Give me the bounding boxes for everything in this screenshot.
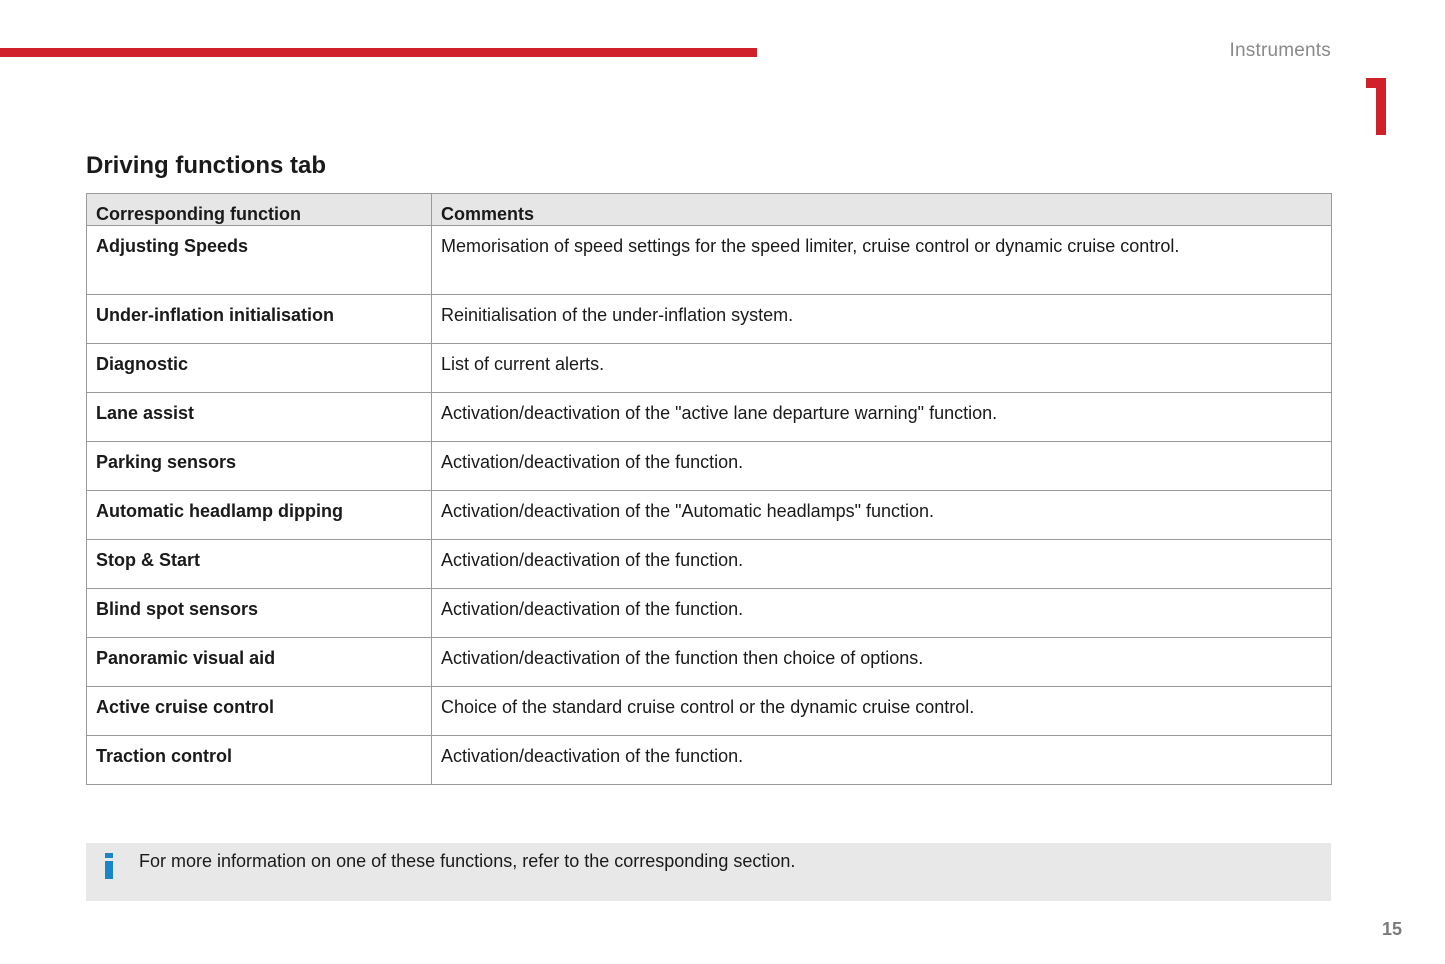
info-note-text: For more information on one of these functions, refer to the corresponding section. [139, 851, 796, 871]
comment-cell: Memorisation of speed settings for the speed limiter, cruise control or dynamic cruise control. [432, 226, 1332, 295]
function-cell: Blind spot sensors [87, 589, 432, 638]
comment-cell: Activation/deactivation of the function. [432, 589, 1332, 638]
comment-cell: Activation/deactivation of the function. [432, 540, 1332, 589]
function-cell: Lane assist [87, 393, 432, 442]
table-row [87, 687, 1332, 736]
info-icon [104, 853, 114, 879]
section-label: Instruments [1229, 40, 1331, 61]
function-cell: Parking sensors [87, 442, 432, 491]
function-cell: Stop & Start [87, 540, 432, 589]
comment-cell: Activation/deactivation of the "active lane departure warning" function. [432, 393, 1332, 442]
table-row [87, 442, 1332, 491]
function-cell: Active cruise control [87, 687, 432, 736]
table-row [87, 589, 1332, 638]
comment-cell: Activation/deactivation of the "Automatic headlamps" function. [432, 491, 1332, 540]
function-cell: Under-inflation initialisation [87, 295, 432, 344]
function-cell: Panoramic visual aid [87, 638, 432, 687]
column-header-function: Corresponding function [87, 194, 432, 226]
function-cell: Traction control [87, 736, 432, 785]
comment-cell: Reinitialisation of the under-inflation system. [432, 295, 1332, 344]
top-red-rule [0, 48, 757, 57]
table-row [87, 491, 1332, 540]
function-cell: Automatic headlamp dipping [87, 491, 432, 540]
page-title: Driving functions tab [86, 152, 326, 179]
table-header-row [87, 194, 1332, 226]
chapter-number-one [1366, 78, 1396, 135]
table-row [87, 540, 1332, 589]
table-row [87, 344, 1332, 393]
info-note [86, 843, 1331, 901]
comment-cell: Choice of the standard cruise control or the dynamic cruise control. [432, 687, 1332, 736]
page-number: 15 [1382, 919, 1403, 939]
table-row [87, 638, 1332, 687]
comment-cell: List of current alerts. [432, 344, 1332, 393]
table-row [87, 226, 1332, 295]
function-cell: Adjusting Speeds [87, 226, 432, 295]
table-row [87, 295, 1332, 344]
driving-functions-table [86, 193, 1332, 785]
table-row [87, 736, 1332, 785]
column-header-comments: Comments [432, 194, 1332, 226]
comment-cell: Activation/deactivation of the function then choice of options. [432, 638, 1332, 687]
function-cell: Diagnostic [87, 344, 432, 393]
comment-cell: Activation/deactivation of the function. [432, 442, 1332, 491]
table-row [87, 393, 1332, 442]
comment-cell: Activation/deactivation of the function. [432, 736, 1332, 785]
